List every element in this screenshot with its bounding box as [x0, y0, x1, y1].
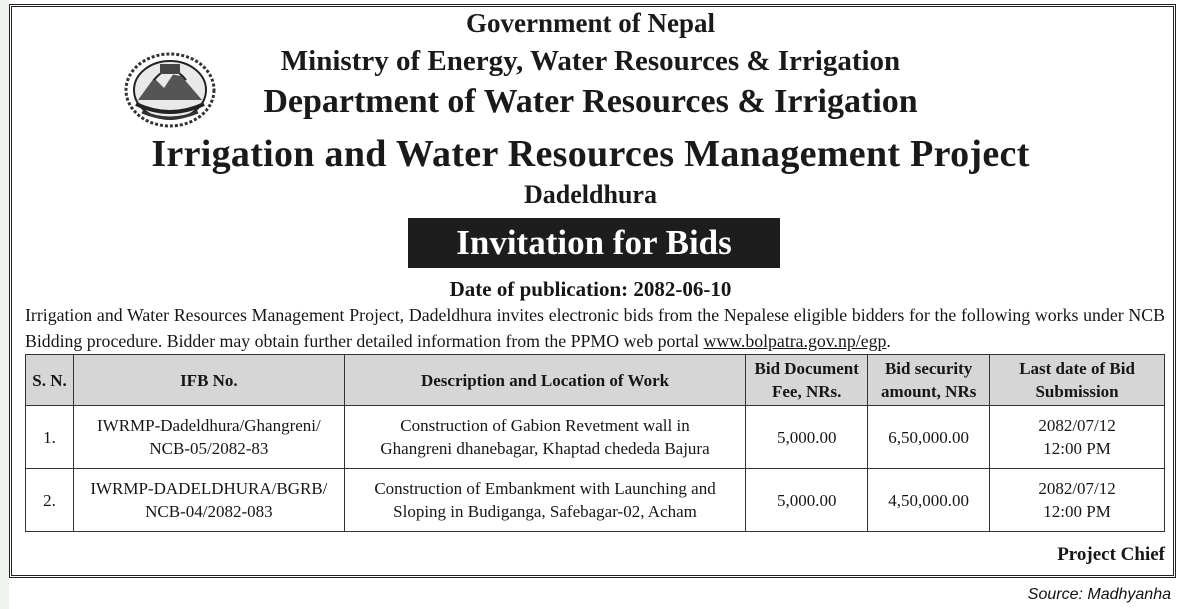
- header-bid-security: Bid security amount, NRs: [868, 355, 990, 406]
- table-row: [26, 406, 1165, 469]
- ifb-line: NCB-04/2082-083: [145, 502, 273, 521]
- table-header-row: [26, 355, 1165, 406]
- header-bid-fee: Bid Document Fee, NRs.: [746, 355, 868, 406]
- ifb-line: IWRMP-DADELDHURA/BGRB/: [90, 479, 328, 498]
- cell-bid-security: 6,50,000.00: [868, 406, 990, 469]
- cell-sn: 1.: [26, 406, 74, 469]
- description-line: Construction of Gabion Revetment wall in: [400, 416, 690, 435]
- table-row: [26, 469, 1165, 532]
- signature-project-chief: Project Chief: [1057, 544, 1165, 565]
- publication-date: [0, 277, 1181, 302]
- description-line: Ghangreni dhanebagar, Khaptad chededa Bajura: [380, 439, 710, 458]
- header-last-date: Last date of Bid Submission: [990, 355, 1165, 406]
- cell-bid-fee: 5,000.00: [746, 469, 868, 532]
- header-project: Irrigation and Water Resources Management Project: [151, 133, 1030, 175]
- cell-last-date: [990, 406, 1165, 469]
- description-line: Sloping in Budiganga, Safebagar-02, Acham: [393, 502, 697, 521]
- cell-bid-fee: 5,000.00: [746, 406, 868, 469]
- ifb-line: NCB-05/2082-83: [149, 439, 269, 458]
- last-date: 2082/07/12: [1038, 479, 1116, 498]
- header-sn: S. N.: [26, 355, 74, 406]
- last-date: 2082/07/12: [1038, 416, 1116, 435]
- cell-sn: 2.: [26, 469, 74, 532]
- header-department: Department of Water Resources & Irrigation: [263, 83, 918, 120]
- last-time: 12:00 PM: [1043, 502, 1111, 521]
- publication-date-label: Date of publication:: [449, 277, 629, 301]
- bids-table: [25, 354, 1165, 532]
- ifb-line: IWRMP-Dadeldhura/Ghangreni/: [96, 416, 321, 435]
- notice-title: Invitation for Bids: [408, 218, 780, 268]
- header-ministry: Ministry of Energy, Water Resources & Irrigation: [280, 45, 901, 77]
- last-time: 12:00 PM: [1043, 439, 1111, 458]
- header-government: Government of Nepal: [466, 8, 715, 38]
- cell-bid-security: 4,50,000.00: [868, 469, 990, 532]
- header-description: Description and Location of Work: [344, 355, 745, 406]
- intro-end: .: [886, 331, 891, 351]
- header-location: Dadeldhura: [524, 180, 657, 209]
- source-credit: Source: Madhyanha: [1027, 586, 1171, 603]
- cell-ifb-no: [73, 469, 344, 532]
- cell-description: [344, 406, 745, 469]
- description-line: Construction of Embankment with Launching and: [374, 479, 716, 498]
- cell-ifb-no: [73, 406, 344, 469]
- publication-date-value: 2082-06-10: [633, 277, 732, 301]
- header-ifb-no: IFB No.: [73, 355, 344, 406]
- intro-paragraph: [25, 302, 1165, 354]
- intro-text: Irrigation and Water Resources Management Project, Dadeldhura invites electronic bids from the Nepalese eligible bidders for the following works under NCB Bidding procedure. Bidder may obtain further detailed information from the PPMO web portal: [25, 305, 1165, 351]
- ppmo-portal-link[interactable]: www.bolpatra.gov.np/egp: [703, 331, 887, 351]
- cell-description: [344, 469, 745, 532]
- cell-last-date: [990, 469, 1165, 532]
